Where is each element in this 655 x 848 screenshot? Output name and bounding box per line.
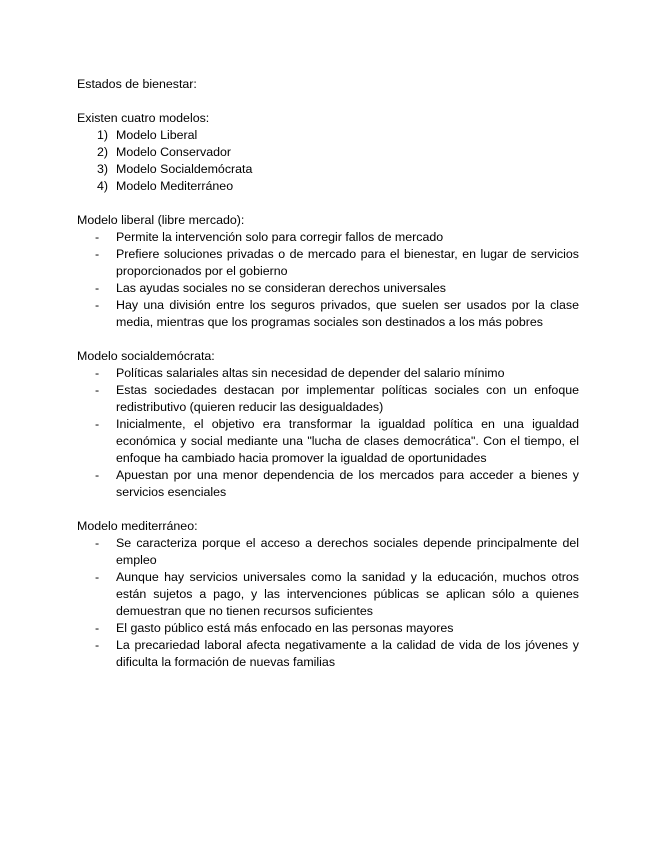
bullet-dash: - (95, 621, 100, 635)
mediterraneo-item (77, 637, 579, 671)
item-number: 1) (97, 128, 109, 142)
item-text: Estas sociedades destacan por implementar políticas sociales con un enfoque redistributivo (quieren reducir las desigualdades) (116, 383, 579, 414)
item-text: Permite la intervención solo para corregir fallos de mercado (116, 230, 444, 244)
bullet-dash: - (95, 230, 100, 244)
item-text: Modelo Liberal (116, 128, 198, 142)
mediterraneo-list (77, 535, 579, 671)
bullet-dash: - (95, 247, 100, 261)
bullet-dash: - (95, 417, 100, 431)
model-item (77, 144, 579, 161)
mediterraneo-heading: Modelo mediterráneo: (77, 519, 198, 533)
item-text: La precariedad laboral afecta negativamente a la calidad de vida de los jóvenes y dificulta la formación de nuevas familias (116, 638, 579, 669)
models-list (77, 127, 579, 195)
bullet-dash: - (95, 383, 100, 397)
item-text: Modelo Mediterráneo (116, 179, 234, 193)
liberal-item (77, 229, 579, 246)
document-page (77, 76, 579, 671)
item-text: Prefiere soluciones privadas o de mercado para el bienestar, en lugar de servicios proporcionados por el gobierno (116, 247, 579, 278)
liberal-list (77, 229, 579, 331)
bullet-dash: - (95, 366, 100, 380)
mediterraneo-item (77, 620, 579, 637)
socialdemocrata-item (77, 365, 579, 382)
item-number: 2) (97, 145, 109, 159)
liberal-item (77, 246, 579, 280)
liberal-item (77, 280, 579, 297)
socialdemocrata-item (77, 416, 579, 467)
item-text: Inicialmente, el objetivo era transformar la igualdad política en una igualdad económica y social mediante una "lucha de clases democrática". Con el tiempo, el enfoque ha cambiado hacia promover la igualdad de oportunidades (116, 417, 579, 465)
item-text: Hay una división entre los seguros privados, que suelen ser usados por la clase media, mientras que los programas sociales son destinados a los más pobres (116, 298, 579, 329)
item-text: Aunque hay servicios universales como la sanidad y la educación, muchos otros están sujetos a pago, y las intervenciones públicas se aplican sólo a quienes demuestran que no tienen recursos suficientes (116, 570, 579, 618)
item-text: El gasto público está más enfocado en las personas mayores (116, 621, 454, 635)
mediterraneo-item (77, 569, 579, 620)
item-text: Se caracteriza porque el acceso a derechos sociales depende principalmente del empleo (116, 536, 579, 567)
bullet-dash: - (95, 468, 100, 482)
liberal-item (77, 297, 579, 331)
model-item (77, 127, 579, 144)
item-number: 3) (97, 162, 109, 176)
bullet-dash: - (95, 281, 100, 295)
socialdemocrata-list (77, 365, 579, 501)
socialdemocrata-heading: Modelo socialdemócrata: (77, 349, 215, 363)
spacer (77, 331, 579, 348)
item-text: Modelo Conservador (116, 145, 232, 159)
spacer (77, 195, 579, 212)
mediterraneo-item (77, 535, 579, 569)
models-heading: Existen cuatro modelos: (77, 111, 210, 125)
spacer (77, 501, 579, 518)
item-text: Las ayudas sociales no se consideran derechos universales (116, 281, 446, 295)
item-text: Modelo Socialdemócrata (116, 162, 253, 176)
item-text: Apuestan por una menor dependencia de los mercados para acceder a bienes y servicios esenciales (116, 468, 579, 499)
document-title: Estados de bienestar: (77, 77, 197, 91)
model-item (77, 178, 579, 195)
liberal-heading: Modelo liberal (libre mercado): (77, 213, 245, 227)
model-item (77, 161, 579, 178)
bullet-dash: - (95, 570, 100, 584)
bullet-dash: - (95, 536, 100, 550)
bullet-dash: - (95, 298, 100, 312)
bullet-dash: - (95, 638, 100, 652)
spacer (77, 93, 579, 110)
item-number: 4) (97, 179, 109, 193)
item-text: Políticas salariales altas sin necesidad de depender del salario mínimo (116, 366, 505, 380)
socialdemocrata-item (77, 382, 579, 416)
socialdemocrata-item (77, 467, 579, 501)
